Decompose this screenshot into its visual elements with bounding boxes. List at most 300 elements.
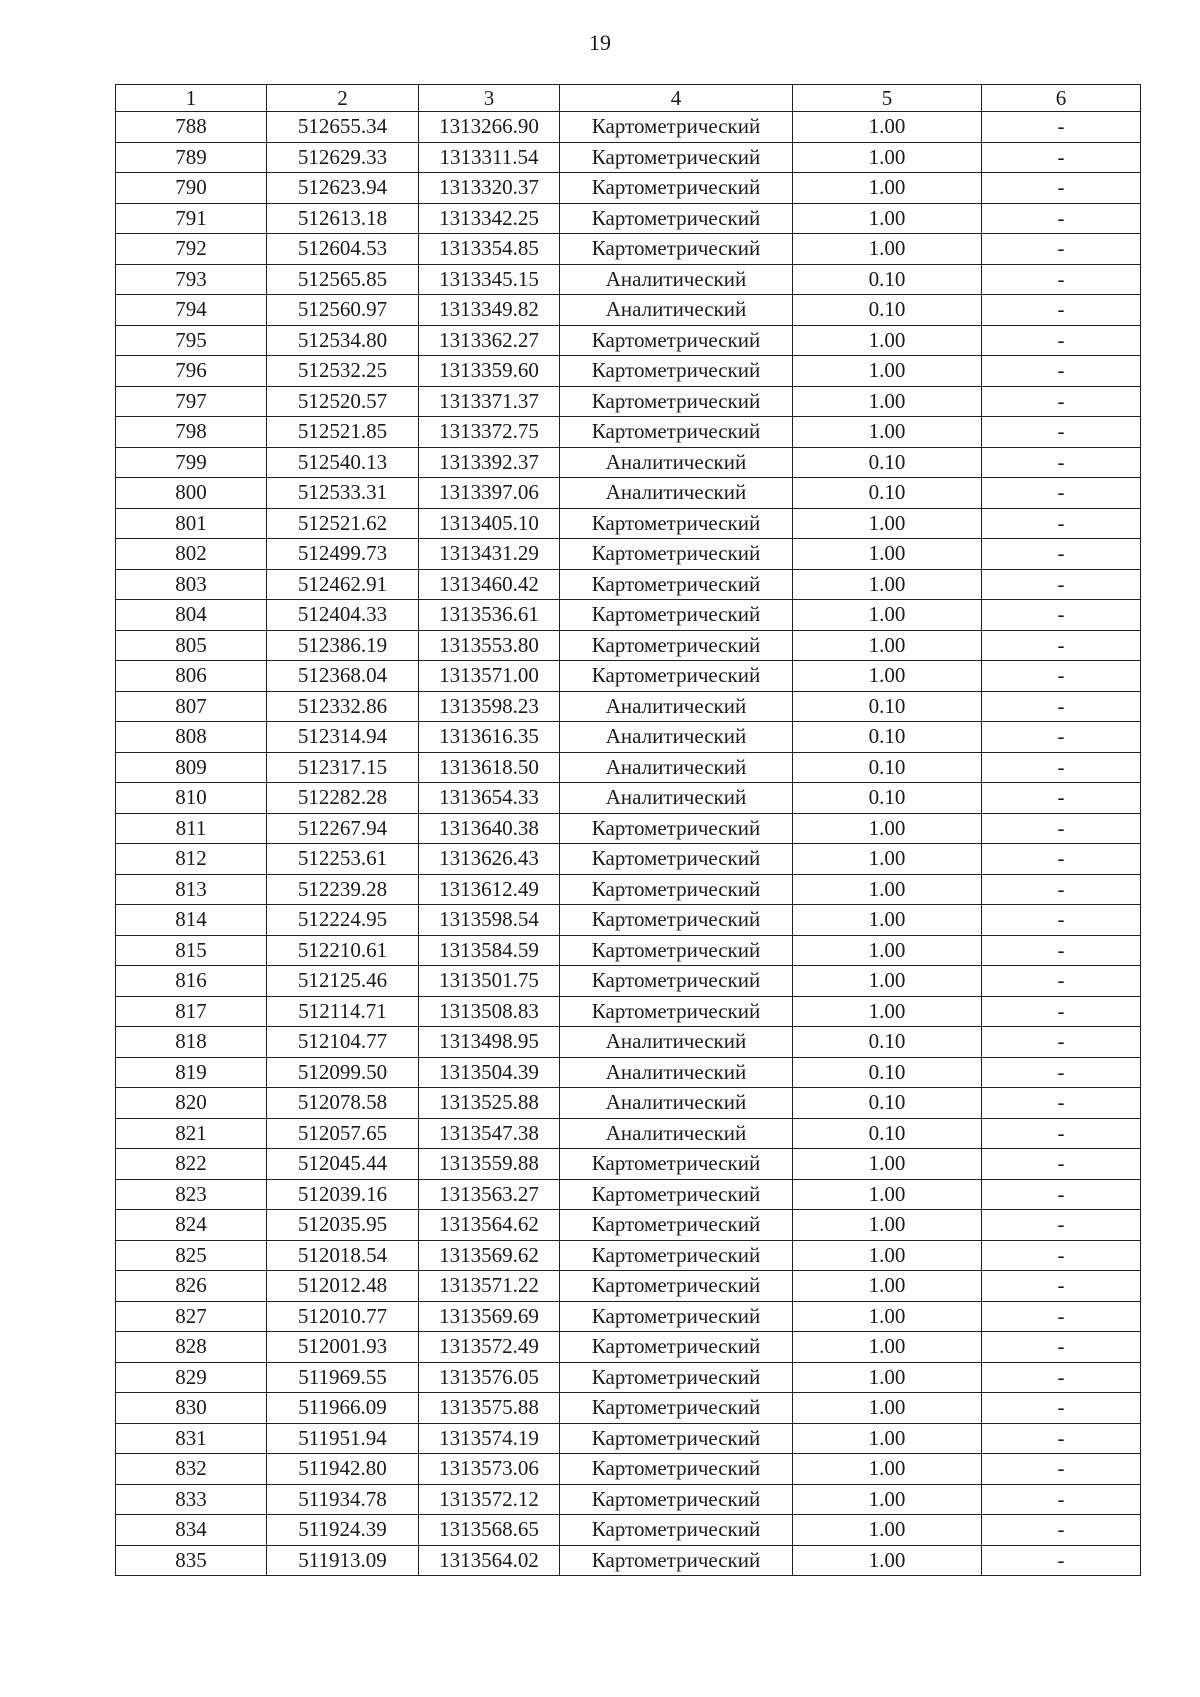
x-coordinate-cell: 511951.94 xyxy=(267,1423,419,1454)
x-coordinate-cell: 512114.71 xyxy=(267,996,419,1027)
y-coordinate-cell: 1313573.06 xyxy=(419,1454,560,1485)
point-number-cell: 789 xyxy=(116,142,267,173)
x-coordinate-cell: 511913.09 xyxy=(267,1545,419,1576)
note-cell: - xyxy=(982,386,1141,417)
note-cell: - xyxy=(982,1271,1141,1302)
note-cell: - xyxy=(982,752,1141,783)
method-cell: Картометрический xyxy=(560,1362,793,1393)
table-row xyxy=(116,905,1141,936)
y-coordinate-cell: 1313564.62 xyxy=(419,1210,560,1241)
note-cell: - xyxy=(982,478,1141,509)
y-coordinate-cell: 1313536.61 xyxy=(419,600,560,631)
note-cell: - xyxy=(982,630,1141,661)
table-row xyxy=(116,752,1141,783)
method-cell: Картометрический xyxy=(560,1301,793,1332)
table-row xyxy=(116,112,1141,143)
point-number-cell: 807 xyxy=(116,691,267,722)
note-cell: - xyxy=(982,539,1141,570)
point-number-cell: 823 xyxy=(116,1179,267,1210)
accuracy-cell: 0.10 xyxy=(793,1057,982,1088)
accuracy-cell: 1.00 xyxy=(793,325,982,356)
accuracy-cell: 0.10 xyxy=(793,1027,982,1058)
y-coordinate-cell: 1313616.35 xyxy=(419,722,560,753)
table-row xyxy=(116,1332,1141,1363)
note-cell: - xyxy=(982,783,1141,814)
note-cell: - xyxy=(982,173,1141,204)
note-cell: - xyxy=(982,844,1141,875)
table-row xyxy=(116,356,1141,387)
x-coordinate-cell: 512499.73 xyxy=(267,539,419,570)
y-coordinate-cell: 1313372.75 xyxy=(419,417,560,448)
method-cell: Аналитический xyxy=(560,1057,793,1088)
point-number-cell: 824 xyxy=(116,1210,267,1241)
y-coordinate-cell: 1313569.62 xyxy=(419,1240,560,1271)
accuracy-cell: 1.00 xyxy=(793,1210,982,1241)
method-cell: Картометрический xyxy=(560,1545,793,1576)
x-coordinate-cell: 512125.46 xyxy=(267,966,419,997)
x-coordinate-cell: 512533.31 xyxy=(267,478,419,509)
method-cell: Картометрический xyxy=(560,1393,793,1424)
y-coordinate-cell: 1313598.54 xyxy=(419,905,560,936)
table-row xyxy=(116,1088,1141,1119)
x-coordinate-cell: 512521.62 xyxy=(267,508,419,539)
method-cell: Картометрический xyxy=(560,173,793,204)
x-coordinate-cell: 512224.95 xyxy=(267,905,419,936)
y-coordinate-cell: 1313392.37 xyxy=(419,447,560,478)
method-cell: Картометрический xyxy=(560,203,793,234)
table-row xyxy=(116,203,1141,234)
method-cell: Картометрический xyxy=(560,1179,793,1210)
accuracy-cell: 1.00 xyxy=(793,966,982,997)
method-cell: Картометрический xyxy=(560,1454,793,1485)
point-number-cell: 829 xyxy=(116,1362,267,1393)
table-row xyxy=(116,1423,1141,1454)
table-row xyxy=(116,1301,1141,1332)
accuracy-cell: 1.00 xyxy=(793,661,982,692)
y-coordinate-cell: 1313431.29 xyxy=(419,539,560,570)
accuracy-cell: 1.00 xyxy=(793,1301,982,1332)
point-number-cell: 834 xyxy=(116,1515,267,1546)
point-number-cell: 833 xyxy=(116,1484,267,1515)
table-row xyxy=(116,874,1141,905)
note-cell: - xyxy=(982,1454,1141,1485)
x-coordinate-cell: 512253.61 xyxy=(267,844,419,875)
note-cell: - xyxy=(982,1240,1141,1271)
y-coordinate-cell: 1313612.49 xyxy=(419,874,560,905)
note-cell: - xyxy=(982,1393,1141,1424)
point-number-cell: 797 xyxy=(116,386,267,417)
table-row xyxy=(116,386,1141,417)
point-number-cell: 826 xyxy=(116,1271,267,1302)
method-cell: Картометрический xyxy=(560,1332,793,1363)
point-number-cell: 810 xyxy=(116,783,267,814)
accuracy-cell: 0.10 xyxy=(793,478,982,509)
point-number-cell: 791 xyxy=(116,203,267,234)
note-cell: - xyxy=(982,447,1141,478)
method-cell: Картометрический xyxy=(560,325,793,356)
table-row xyxy=(116,996,1141,1027)
point-number-cell: 817 xyxy=(116,996,267,1027)
x-coordinate-cell: 512520.57 xyxy=(267,386,419,417)
note-cell: - xyxy=(982,325,1141,356)
method-cell: Картометрический xyxy=(560,1149,793,1180)
y-coordinate-cell: 1313547.38 xyxy=(419,1118,560,1149)
accuracy-cell: 0.10 xyxy=(793,264,982,295)
point-number-cell: 813 xyxy=(116,874,267,905)
table-row xyxy=(116,935,1141,966)
method-cell: Картометрический xyxy=(560,844,793,875)
x-coordinate-cell: 512565.85 xyxy=(267,264,419,295)
note-cell: - xyxy=(982,1484,1141,1515)
method-cell: Картометрический xyxy=(560,112,793,143)
accuracy-cell: 0.10 xyxy=(793,722,982,753)
x-coordinate-cell: 512018.54 xyxy=(267,1240,419,1271)
note-cell: - xyxy=(982,295,1141,326)
column-header: 5 xyxy=(793,85,982,112)
accuracy-cell: 1.00 xyxy=(793,1179,982,1210)
y-coordinate-cell: 1313266.90 xyxy=(419,112,560,143)
table-row xyxy=(116,844,1141,875)
note-cell: - xyxy=(982,1179,1141,1210)
y-coordinate-cell: 1313371.37 xyxy=(419,386,560,417)
accuracy-cell: 1.00 xyxy=(793,203,982,234)
point-number-cell: 821 xyxy=(116,1118,267,1149)
note-cell: - xyxy=(982,264,1141,295)
point-number-cell: 828 xyxy=(116,1332,267,1363)
column-header: 4 xyxy=(560,85,793,112)
y-coordinate-cell: 1313397.06 xyxy=(419,478,560,509)
y-coordinate-cell: 1313345.15 xyxy=(419,264,560,295)
y-coordinate-cell: 1313508.83 xyxy=(419,996,560,1027)
method-cell: Аналитический xyxy=(560,1088,793,1119)
point-number-cell: 811 xyxy=(116,813,267,844)
point-number-cell: 818 xyxy=(116,1027,267,1058)
table-row xyxy=(116,1027,1141,1058)
point-number-cell: 805 xyxy=(116,630,267,661)
note-cell: - xyxy=(982,1118,1141,1149)
method-cell: Картометрический xyxy=(560,966,793,997)
point-number-cell: 815 xyxy=(116,935,267,966)
table-row xyxy=(116,447,1141,478)
x-coordinate-cell: 512267.94 xyxy=(267,813,419,844)
point-number-cell: 820 xyxy=(116,1088,267,1119)
point-number-cell: 819 xyxy=(116,1057,267,1088)
point-number-cell: 801 xyxy=(116,508,267,539)
method-cell: Аналитический xyxy=(560,783,793,814)
x-coordinate-cell: 512057.65 xyxy=(267,1118,419,1149)
x-coordinate-cell: 511969.55 xyxy=(267,1362,419,1393)
accuracy-cell: 1.00 xyxy=(793,1515,982,1546)
accuracy-cell: 1.00 xyxy=(793,813,982,844)
note-cell: - xyxy=(982,1332,1141,1363)
point-number-cell: 790 xyxy=(116,173,267,204)
note-cell: - xyxy=(982,1149,1141,1180)
method-cell: Картометрический xyxy=(560,935,793,966)
note-cell: - xyxy=(982,142,1141,173)
table-row xyxy=(116,783,1141,814)
table-row xyxy=(116,600,1141,631)
point-number-cell: 822 xyxy=(116,1149,267,1180)
table-row xyxy=(116,966,1141,997)
accuracy-cell: 1.00 xyxy=(793,1423,982,1454)
accuracy-cell: 0.10 xyxy=(793,295,982,326)
x-coordinate-cell: 512012.48 xyxy=(267,1271,419,1302)
x-coordinate-cell: 512239.28 xyxy=(267,874,419,905)
point-number-cell: 816 xyxy=(116,966,267,997)
method-cell: Картометрический xyxy=(560,996,793,1027)
x-coordinate-cell: 512386.19 xyxy=(267,630,419,661)
point-number-cell: 804 xyxy=(116,600,267,631)
table-row xyxy=(116,417,1141,448)
accuracy-cell: 1.00 xyxy=(793,600,982,631)
point-number-cell: 792 xyxy=(116,234,267,265)
y-coordinate-cell: 1313569.69 xyxy=(419,1301,560,1332)
x-coordinate-cell: 512655.34 xyxy=(267,112,419,143)
method-cell: Картометрический xyxy=(560,569,793,600)
accuracy-cell: 1.00 xyxy=(793,874,982,905)
accuracy-cell: 1.00 xyxy=(793,386,982,417)
table-row xyxy=(116,325,1141,356)
note-cell: - xyxy=(982,1301,1141,1332)
y-coordinate-cell: 1313571.22 xyxy=(419,1271,560,1302)
note-cell: - xyxy=(982,1545,1141,1576)
method-cell: Картометрический xyxy=(560,1240,793,1271)
method-cell: Аналитический xyxy=(560,295,793,326)
point-number-cell: 796 xyxy=(116,356,267,387)
accuracy-cell: 0.10 xyxy=(793,752,982,783)
accuracy-cell: 0.10 xyxy=(793,1088,982,1119)
table-row xyxy=(116,508,1141,539)
column-header: 1 xyxy=(116,85,267,112)
y-coordinate-cell: 1313584.59 xyxy=(419,935,560,966)
note-cell: - xyxy=(982,1515,1141,1546)
accuracy-cell: 1.00 xyxy=(793,1484,982,1515)
method-cell: Картометрический xyxy=(560,539,793,570)
table-row xyxy=(116,1240,1141,1271)
note-cell: - xyxy=(982,874,1141,905)
accuracy-cell: 1.00 xyxy=(793,996,982,1027)
y-coordinate-cell: 1313504.39 xyxy=(419,1057,560,1088)
method-cell: Картометрический xyxy=(560,1515,793,1546)
y-coordinate-cell: 1313460.42 xyxy=(419,569,560,600)
note-cell: - xyxy=(982,1362,1141,1393)
accuracy-cell: 1.00 xyxy=(793,1332,982,1363)
table-row xyxy=(116,1057,1141,1088)
y-coordinate-cell: 1313405.10 xyxy=(419,508,560,539)
y-coordinate-cell: 1313553.80 xyxy=(419,630,560,661)
page-number: 19 xyxy=(589,30,611,55)
note-cell: - xyxy=(982,1027,1141,1058)
table-row xyxy=(116,1393,1141,1424)
method-cell: Картометрический xyxy=(560,386,793,417)
accuracy-cell: 1.00 xyxy=(793,112,982,143)
x-coordinate-cell: 512623.94 xyxy=(267,173,419,204)
point-number-cell: 800 xyxy=(116,478,267,509)
method-cell: Картометрический xyxy=(560,356,793,387)
note-cell: - xyxy=(982,569,1141,600)
y-coordinate-cell: 1313572.49 xyxy=(419,1332,560,1363)
note-cell: - xyxy=(982,905,1141,936)
accuracy-cell: 1.00 xyxy=(793,1545,982,1576)
method-cell: Аналитический xyxy=(560,447,793,478)
table-header-row xyxy=(116,85,1141,112)
x-coordinate-cell: 512104.77 xyxy=(267,1027,419,1058)
y-coordinate-cell: 1313359.60 xyxy=(419,356,560,387)
point-number-cell: 806 xyxy=(116,661,267,692)
y-coordinate-cell: 1313571.00 xyxy=(419,661,560,692)
x-coordinate-cell: 512332.86 xyxy=(267,691,419,722)
note-cell: - xyxy=(982,600,1141,631)
table-row xyxy=(116,1118,1141,1149)
note-cell: - xyxy=(982,966,1141,997)
y-coordinate-cell: 1313563.27 xyxy=(419,1179,560,1210)
note-cell: - xyxy=(982,1423,1141,1454)
x-coordinate-cell: 512010.77 xyxy=(267,1301,419,1332)
accuracy-cell: 0.10 xyxy=(793,447,982,478)
method-cell: Картометрический xyxy=(560,1423,793,1454)
note-cell: - xyxy=(982,691,1141,722)
table-row xyxy=(116,264,1141,295)
column-header: 2 xyxy=(267,85,419,112)
x-coordinate-cell: 512210.61 xyxy=(267,935,419,966)
method-cell: Картометрический xyxy=(560,508,793,539)
method-cell: Картометрический xyxy=(560,661,793,692)
point-number-cell: 831 xyxy=(116,1423,267,1454)
y-coordinate-cell: 1313576.05 xyxy=(419,1362,560,1393)
note-cell: - xyxy=(982,1088,1141,1119)
accuracy-cell: 1.00 xyxy=(793,844,982,875)
y-coordinate-cell: 1313575.88 xyxy=(419,1393,560,1424)
method-cell: Картометрический xyxy=(560,1271,793,1302)
note-cell: - xyxy=(982,661,1141,692)
point-number-cell: 808 xyxy=(116,722,267,753)
x-coordinate-cell: 512629.33 xyxy=(267,142,419,173)
y-coordinate-cell: 1313349.82 xyxy=(419,295,560,326)
table-row xyxy=(116,142,1141,173)
table-row xyxy=(116,1271,1141,1302)
method-cell: Картометрический xyxy=(560,1484,793,1515)
accuracy-cell: 1.00 xyxy=(793,630,982,661)
coordinates-table xyxy=(115,84,1141,1576)
y-coordinate-cell: 1313574.19 xyxy=(419,1423,560,1454)
table-row xyxy=(116,1179,1141,1210)
table-row xyxy=(116,691,1141,722)
x-coordinate-cell: 512604.53 xyxy=(267,234,419,265)
method-cell: Картометрический xyxy=(560,234,793,265)
table-row xyxy=(116,813,1141,844)
y-coordinate-cell: 1313618.50 xyxy=(419,752,560,783)
note-cell: - xyxy=(982,1057,1141,1088)
method-cell: Картометрический xyxy=(560,1210,793,1241)
table-row xyxy=(116,1362,1141,1393)
accuracy-cell: 1.00 xyxy=(793,1271,982,1302)
point-number-cell: 793 xyxy=(116,264,267,295)
table-row xyxy=(116,295,1141,326)
y-coordinate-cell: 1313559.88 xyxy=(419,1149,560,1180)
accuracy-cell: 1.00 xyxy=(793,173,982,204)
y-coordinate-cell: 1313342.25 xyxy=(419,203,560,234)
note-cell: - xyxy=(982,813,1141,844)
method-cell: Аналитический xyxy=(560,722,793,753)
x-coordinate-cell: 512039.16 xyxy=(267,1179,419,1210)
point-number-cell: 803 xyxy=(116,569,267,600)
x-coordinate-cell: 512532.25 xyxy=(267,356,419,387)
table-row xyxy=(116,722,1141,753)
method-cell: Картометрический xyxy=(560,600,793,631)
y-coordinate-cell: 1313501.75 xyxy=(419,966,560,997)
point-number-cell: 809 xyxy=(116,752,267,783)
method-cell: Картометрический xyxy=(560,630,793,661)
x-coordinate-cell: 512534.80 xyxy=(267,325,419,356)
y-coordinate-cell: 1313354.85 xyxy=(419,234,560,265)
accuracy-cell: 1.00 xyxy=(793,1149,982,1180)
y-coordinate-cell: 1313564.02 xyxy=(419,1545,560,1576)
y-coordinate-cell: 1313640.38 xyxy=(419,813,560,844)
note-cell: - xyxy=(982,417,1141,448)
accuracy-cell: 1.00 xyxy=(793,508,982,539)
point-number-cell: 794 xyxy=(116,295,267,326)
point-number-cell: 798 xyxy=(116,417,267,448)
accuracy-cell: 1.00 xyxy=(793,142,982,173)
accuracy-cell: 1.00 xyxy=(793,569,982,600)
note-cell: - xyxy=(982,203,1141,234)
y-coordinate-cell: 1313598.23 xyxy=(419,691,560,722)
point-number-cell: 812 xyxy=(116,844,267,875)
column-header: 6 xyxy=(982,85,1141,112)
point-number-cell: 802 xyxy=(116,539,267,570)
table-row xyxy=(116,630,1141,661)
table-row xyxy=(116,1210,1141,1241)
note-cell: - xyxy=(982,722,1141,753)
method-cell: Картометрический xyxy=(560,905,793,936)
table-row xyxy=(116,1149,1141,1180)
point-number-cell: 835 xyxy=(116,1545,267,1576)
x-coordinate-cell: 512560.97 xyxy=(267,295,419,326)
y-coordinate-cell: 1313626.43 xyxy=(419,844,560,875)
y-coordinate-cell: 1313498.95 xyxy=(419,1027,560,1058)
table-row xyxy=(116,1545,1141,1576)
accuracy-cell: 1.00 xyxy=(793,935,982,966)
method-cell: Картометрический xyxy=(560,813,793,844)
method-cell: Аналитический xyxy=(560,1118,793,1149)
x-coordinate-cell: 512099.50 xyxy=(267,1057,419,1088)
x-coordinate-cell: 511934.78 xyxy=(267,1484,419,1515)
accuracy-cell: 1.00 xyxy=(793,1454,982,1485)
x-coordinate-cell: 512045.44 xyxy=(267,1149,419,1180)
x-coordinate-cell: 512314.94 xyxy=(267,722,419,753)
method-cell: Картометрический xyxy=(560,417,793,448)
method-cell: Картометрический xyxy=(560,142,793,173)
y-coordinate-cell: 1313320.37 xyxy=(419,173,560,204)
method-cell: Аналитический xyxy=(560,478,793,509)
point-number-cell: 799 xyxy=(116,447,267,478)
table-row xyxy=(116,661,1141,692)
x-coordinate-cell: 512035.95 xyxy=(267,1210,419,1241)
accuracy-cell: 0.10 xyxy=(793,783,982,814)
x-coordinate-cell: 512540.13 xyxy=(267,447,419,478)
x-coordinate-cell: 512404.33 xyxy=(267,600,419,631)
table-row xyxy=(116,1454,1141,1485)
method-cell: Аналитический xyxy=(560,752,793,783)
point-number-cell: 795 xyxy=(116,325,267,356)
method-cell: Аналитический xyxy=(560,691,793,722)
x-coordinate-cell: 512613.18 xyxy=(267,203,419,234)
accuracy-cell: 1.00 xyxy=(793,905,982,936)
y-coordinate-cell: 1313568.65 xyxy=(419,1515,560,1546)
point-number-cell: 814 xyxy=(116,905,267,936)
accuracy-cell: 0.10 xyxy=(793,691,982,722)
point-number-cell: 788 xyxy=(116,112,267,143)
